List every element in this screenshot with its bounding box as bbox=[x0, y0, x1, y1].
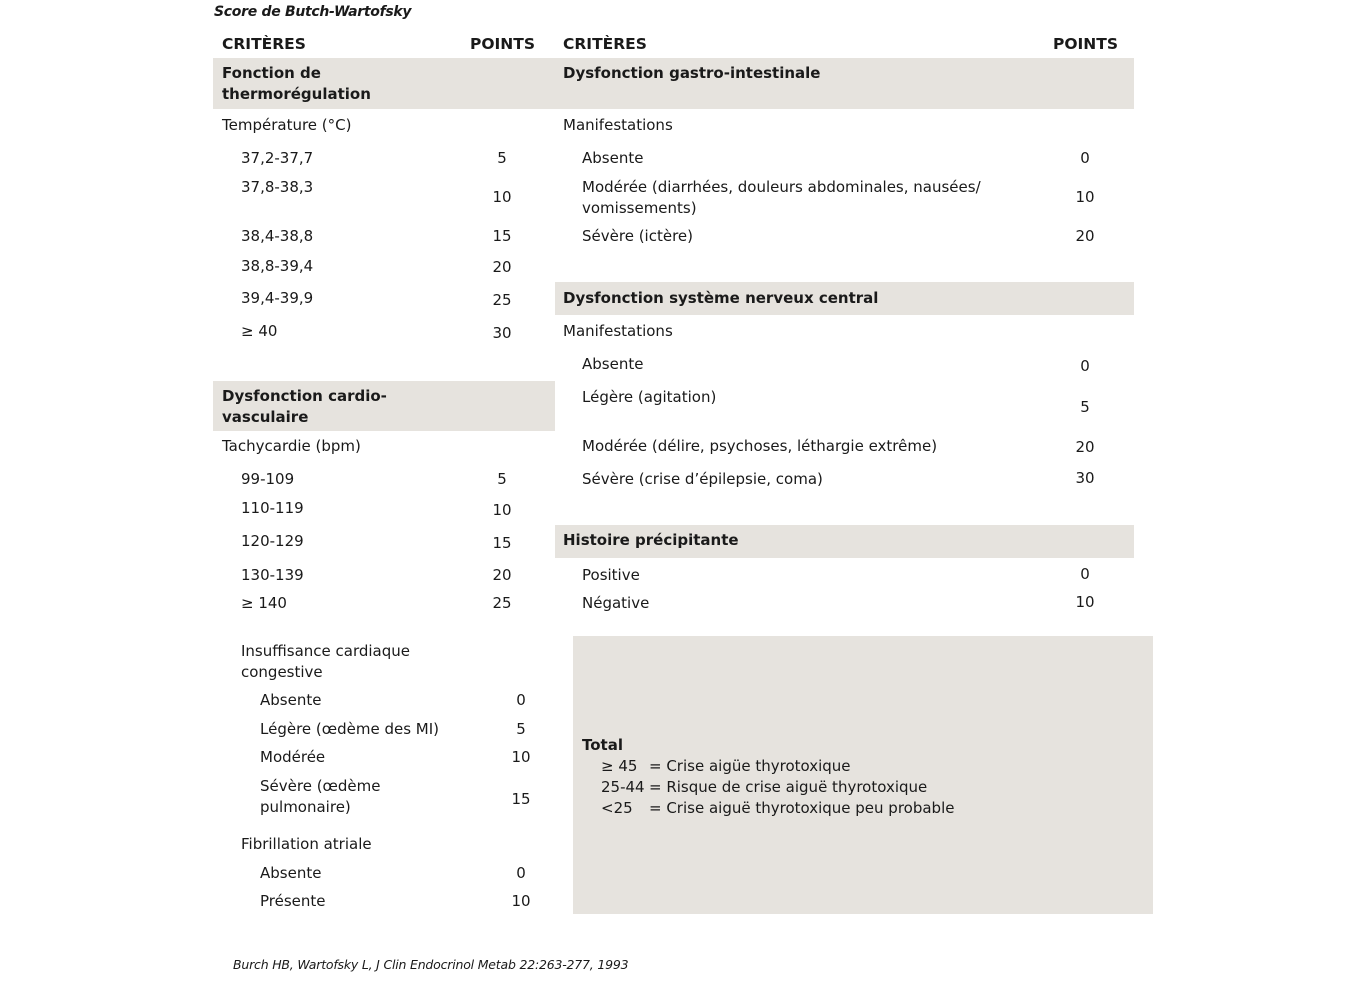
subheader-cns-manifestations: Manifestations bbox=[563, 322, 673, 340]
tachy-row-points: 10 bbox=[492, 501, 512, 519]
subheader-atrial-fibrillation: Fibrillation atriale bbox=[241, 835, 372, 853]
total-label: Total bbox=[582, 736, 623, 754]
temp-row-points: 20 bbox=[492, 258, 512, 276]
temp-row-label: 39,4-39,9 bbox=[241, 289, 314, 307]
history-row-points: 0 bbox=[1080, 565, 1090, 583]
temp-row-points: 25 bbox=[492, 291, 512, 309]
history-row-label: Positive bbox=[582, 566, 640, 584]
tachy-row-points: 15 bbox=[492, 534, 512, 552]
total-meaning: = Risque de crise aiguë thyrotoxique bbox=[649, 778, 928, 796]
total-meaning: = Crise aiguë thyrotoxique peu probable bbox=[649, 799, 955, 817]
tachy-row-label: 99-109 bbox=[241, 470, 295, 488]
history-row-label: Négative bbox=[582, 594, 650, 612]
gi-row-label-line1: Modérée (diarrhées, douleurs abdominales, nausées/ bbox=[582, 178, 981, 196]
cns-row-points: 0 bbox=[1080, 357, 1090, 375]
gi-row-label-line2: vomissements) bbox=[582, 199, 697, 217]
fa-row-points: 10 bbox=[511, 892, 531, 910]
icc-row-label: Légère (œdème des MI) bbox=[260, 720, 440, 738]
icc-row-label: Absente bbox=[260, 691, 322, 709]
section-title-thermoregulation-line2: thermorégulation bbox=[222, 85, 371, 103]
icc-row-label-line2: pulmonaire) bbox=[260, 798, 351, 816]
citation: Burch HB, Wartofsky L, J Clin Endocrinol Metab 22:263-277, 1993 bbox=[233, 957, 629, 972]
section-title-gastrointestinal: Dysfonction gastro-intestinale bbox=[563, 64, 821, 82]
temp-row-label: 37,2-37,7 bbox=[241, 149, 314, 167]
fa-row-label: Présente bbox=[260, 892, 326, 910]
tachy-row-label: ≥ 140 bbox=[241, 594, 287, 612]
cns-row-label: Légère (agitation) bbox=[582, 388, 717, 406]
icc-row-points: 15 bbox=[511, 790, 531, 808]
left-points-header: POINTS bbox=[470, 35, 536, 53]
tachy-row-label: 120-129 bbox=[241, 532, 304, 550]
cns-row-label: Absente bbox=[582, 355, 644, 373]
section-title-thermoregulation-line1: Fonction de bbox=[222, 64, 321, 82]
temp-row-label: 38,4-38,8 bbox=[241, 227, 314, 245]
fa-row-points: 0 bbox=[516, 864, 526, 882]
icc-row-points: 5 bbox=[516, 720, 526, 738]
cns-row-label: Modérée (délire, psychoses, léthargie extrême) bbox=[582, 437, 938, 455]
subheader-temperature: Température (°C) bbox=[222, 116, 352, 134]
temp-row-label: 38,8-39,4 bbox=[241, 257, 314, 275]
total-range: <25 bbox=[601, 799, 633, 817]
cns-row-points: 20 bbox=[1075, 438, 1095, 456]
subheader-icc-line2: congestive bbox=[241, 663, 323, 681]
temp-row-points: 5 bbox=[497, 149, 507, 167]
section-title-cns: Dysfonction système nerveux central bbox=[563, 289, 879, 307]
cns-row-points: 5 bbox=[1080, 398, 1090, 416]
temp-row-label: ≥ 40 bbox=[241, 322, 278, 340]
icc-row-label: Modérée bbox=[260, 748, 326, 766]
section-title-cardiovascular-line1: Dysfonction cardio- bbox=[222, 387, 387, 405]
temp-row-label: 37,8-38,3 bbox=[241, 178, 314, 196]
subheader-icc-line1: Insuffisance cardiaque bbox=[241, 642, 410, 660]
right-points-header: POINTS bbox=[1053, 35, 1119, 53]
subheader-gi-manifestations: Manifestations bbox=[563, 116, 673, 134]
gi-row-points: 0 bbox=[1080, 149, 1090, 167]
table-title: Score de Butch-Wartofsky bbox=[214, 4, 412, 20]
tachy-row-label: 130-139 bbox=[241, 566, 304, 584]
tachy-row-points: 25 bbox=[492, 594, 512, 612]
gi-row-label: Absente bbox=[582, 149, 644, 167]
subheader-tachycardia: Tachycardie (bpm) bbox=[222, 437, 361, 455]
temp-row-points: 10 bbox=[492, 188, 512, 206]
total-range: ≥ 45 bbox=[601, 757, 638, 775]
icc-row-points: 0 bbox=[516, 691, 526, 709]
cns-row-points: 30 bbox=[1075, 469, 1095, 487]
tachy-row-points: 5 bbox=[497, 470, 507, 488]
tachy-row-points: 20 bbox=[492, 566, 512, 584]
total-range: 25-44 bbox=[601, 778, 645, 796]
left-criteria-header: CRITÈRES bbox=[222, 35, 306, 53]
section-title-cardiovascular-line2: vasculaire bbox=[222, 408, 309, 426]
right-criteria-header: CRITÈRES bbox=[563, 35, 647, 53]
temp-row-points: 15 bbox=[492, 227, 512, 245]
history-row-points: 10 bbox=[1075, 593, 1095, 611]
icc-row-label-line1: Sévère (œdème bbox=[260, 777, 381, 795]
tachy-row-label: 110-119 bbox=[241, 499, 304, 517]
gi-row-label: Sévère (ictère) bbox=[582, 227, 693, 245]
cns-row-label: Sévère (crise d’épilepsie, coma) bbox=[582, 470, 823, 488]
gi-row-points: 20 bbox=[1075, 227, 1095, 245]
total-meaning: = Crise aigüe thyrotoxique bbox=[649, 757, 851, 775]
gi-row-points: 10 bbox=[1075, 188, 1095, 206]
temp-row-points: 30 bbox=[492, 324, 512, 342]
fa-row-label: Absente bbox=[260, 864, 322, 882]
icc-row-points: 10 bbox=[511, 748, 531, 766]
section-title-history: Histoire précipitante bbox=[563, 531, 739, 549]
